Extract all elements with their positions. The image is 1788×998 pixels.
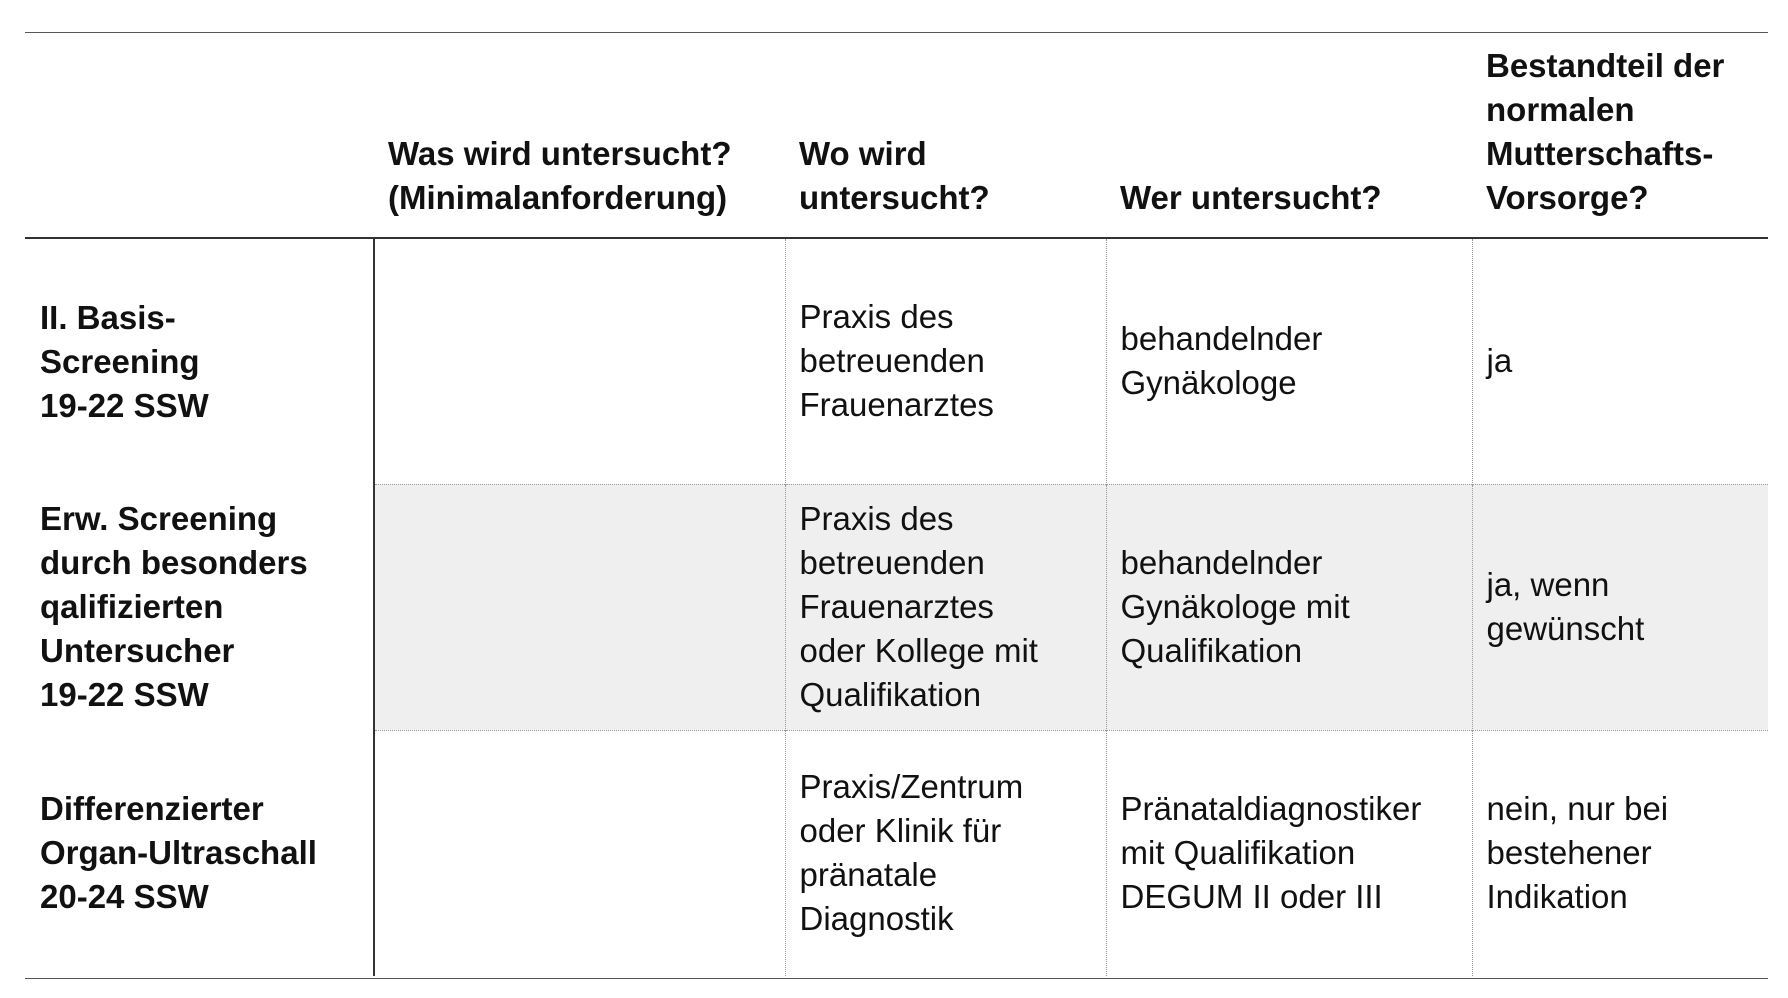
cell-wer-organ-ultraschall: Pränataldiagnostiker mit Qualifikation DEGUM II oder III (1106, 730, 1472, 976)
cell-wo-basis-screening: Praxis des betreuenden Frauenarztes (785, 238, 1106, 484)
header-empty-cell (25, 33, 374, 238)
cell-wo-organ-ultraschall: Praxis/Zentrum oder Klinik für pränatale Diagnostik (785, 730, 1106, 976)
comparison-table (25, 33, 1768, 976)
cell-bestandteil-organ-ultraschall: nein, nur bei bestehener Indikation (1472, 730, 1768, 976)
cell-bestandteil-basis-screening: ja (1472, 238, 1768, 484)
cell-was-erweitertes-screening (374, 484, 785, 730)
table-row-erweitertes-screening (25, 484, 1768, 730)
table-row-organ-ultraschall (25, 730, 1768, 976)
header-wo-wird-untersucht: Wo wird untersucht? (785, 33, 1106, 238)
cell-wer-erweitertes-screening: behandelnder Gynäkologe mit Qualifikation (1106, 484, 1472, 730)
cell-wo-erweitertes-screening: Praxis des betreuenden Frauenarztes oder Kollege mit Qualifikation (785, 484, 1106, 730)
cell-was-organ-ultraschall (374, 730, 785, 976)
cell-was-basis-screening (374, 238, 785, 484)
header-was-wird-untersucht: Was wird untersucht? (Minimalanforderung) (374, 33, 785, 238)
table-header-row (25, 33, 1768, 238)
row-label-erweitertes-screening: Erw. Screening durch besonders qalifizierten Untersucher 19-22 SSW (25, 484, 374, 730)
cell-wer-basis-screening: behandelnder Gynäkologe (1106, 238, 1472, 484)
header-wer-untersucht: Wer untersucht? (1106, 33, 1472, 238)
row-label-organ-ultraschall: Differenzierter Organ-Ultraschall 20-24 SSW (25, 730, 374, 976)
table-row-basis-screening (25, 238, 1768, 484)
row-label-basis-screening: II. Basis- Screening 19-22 SSW (25, 238, 374, 484)
cell-bestandteil-erweitertes-screening: ja, wenn gewünscht (1472, 484, 1768, 730)
ultrasound-screening-table (25, 32, 1768, 979)
header-bestandteil: Bestandteil der normalen Mutterschafts- Vorsorge? (1472, 33, 1768, 238)
